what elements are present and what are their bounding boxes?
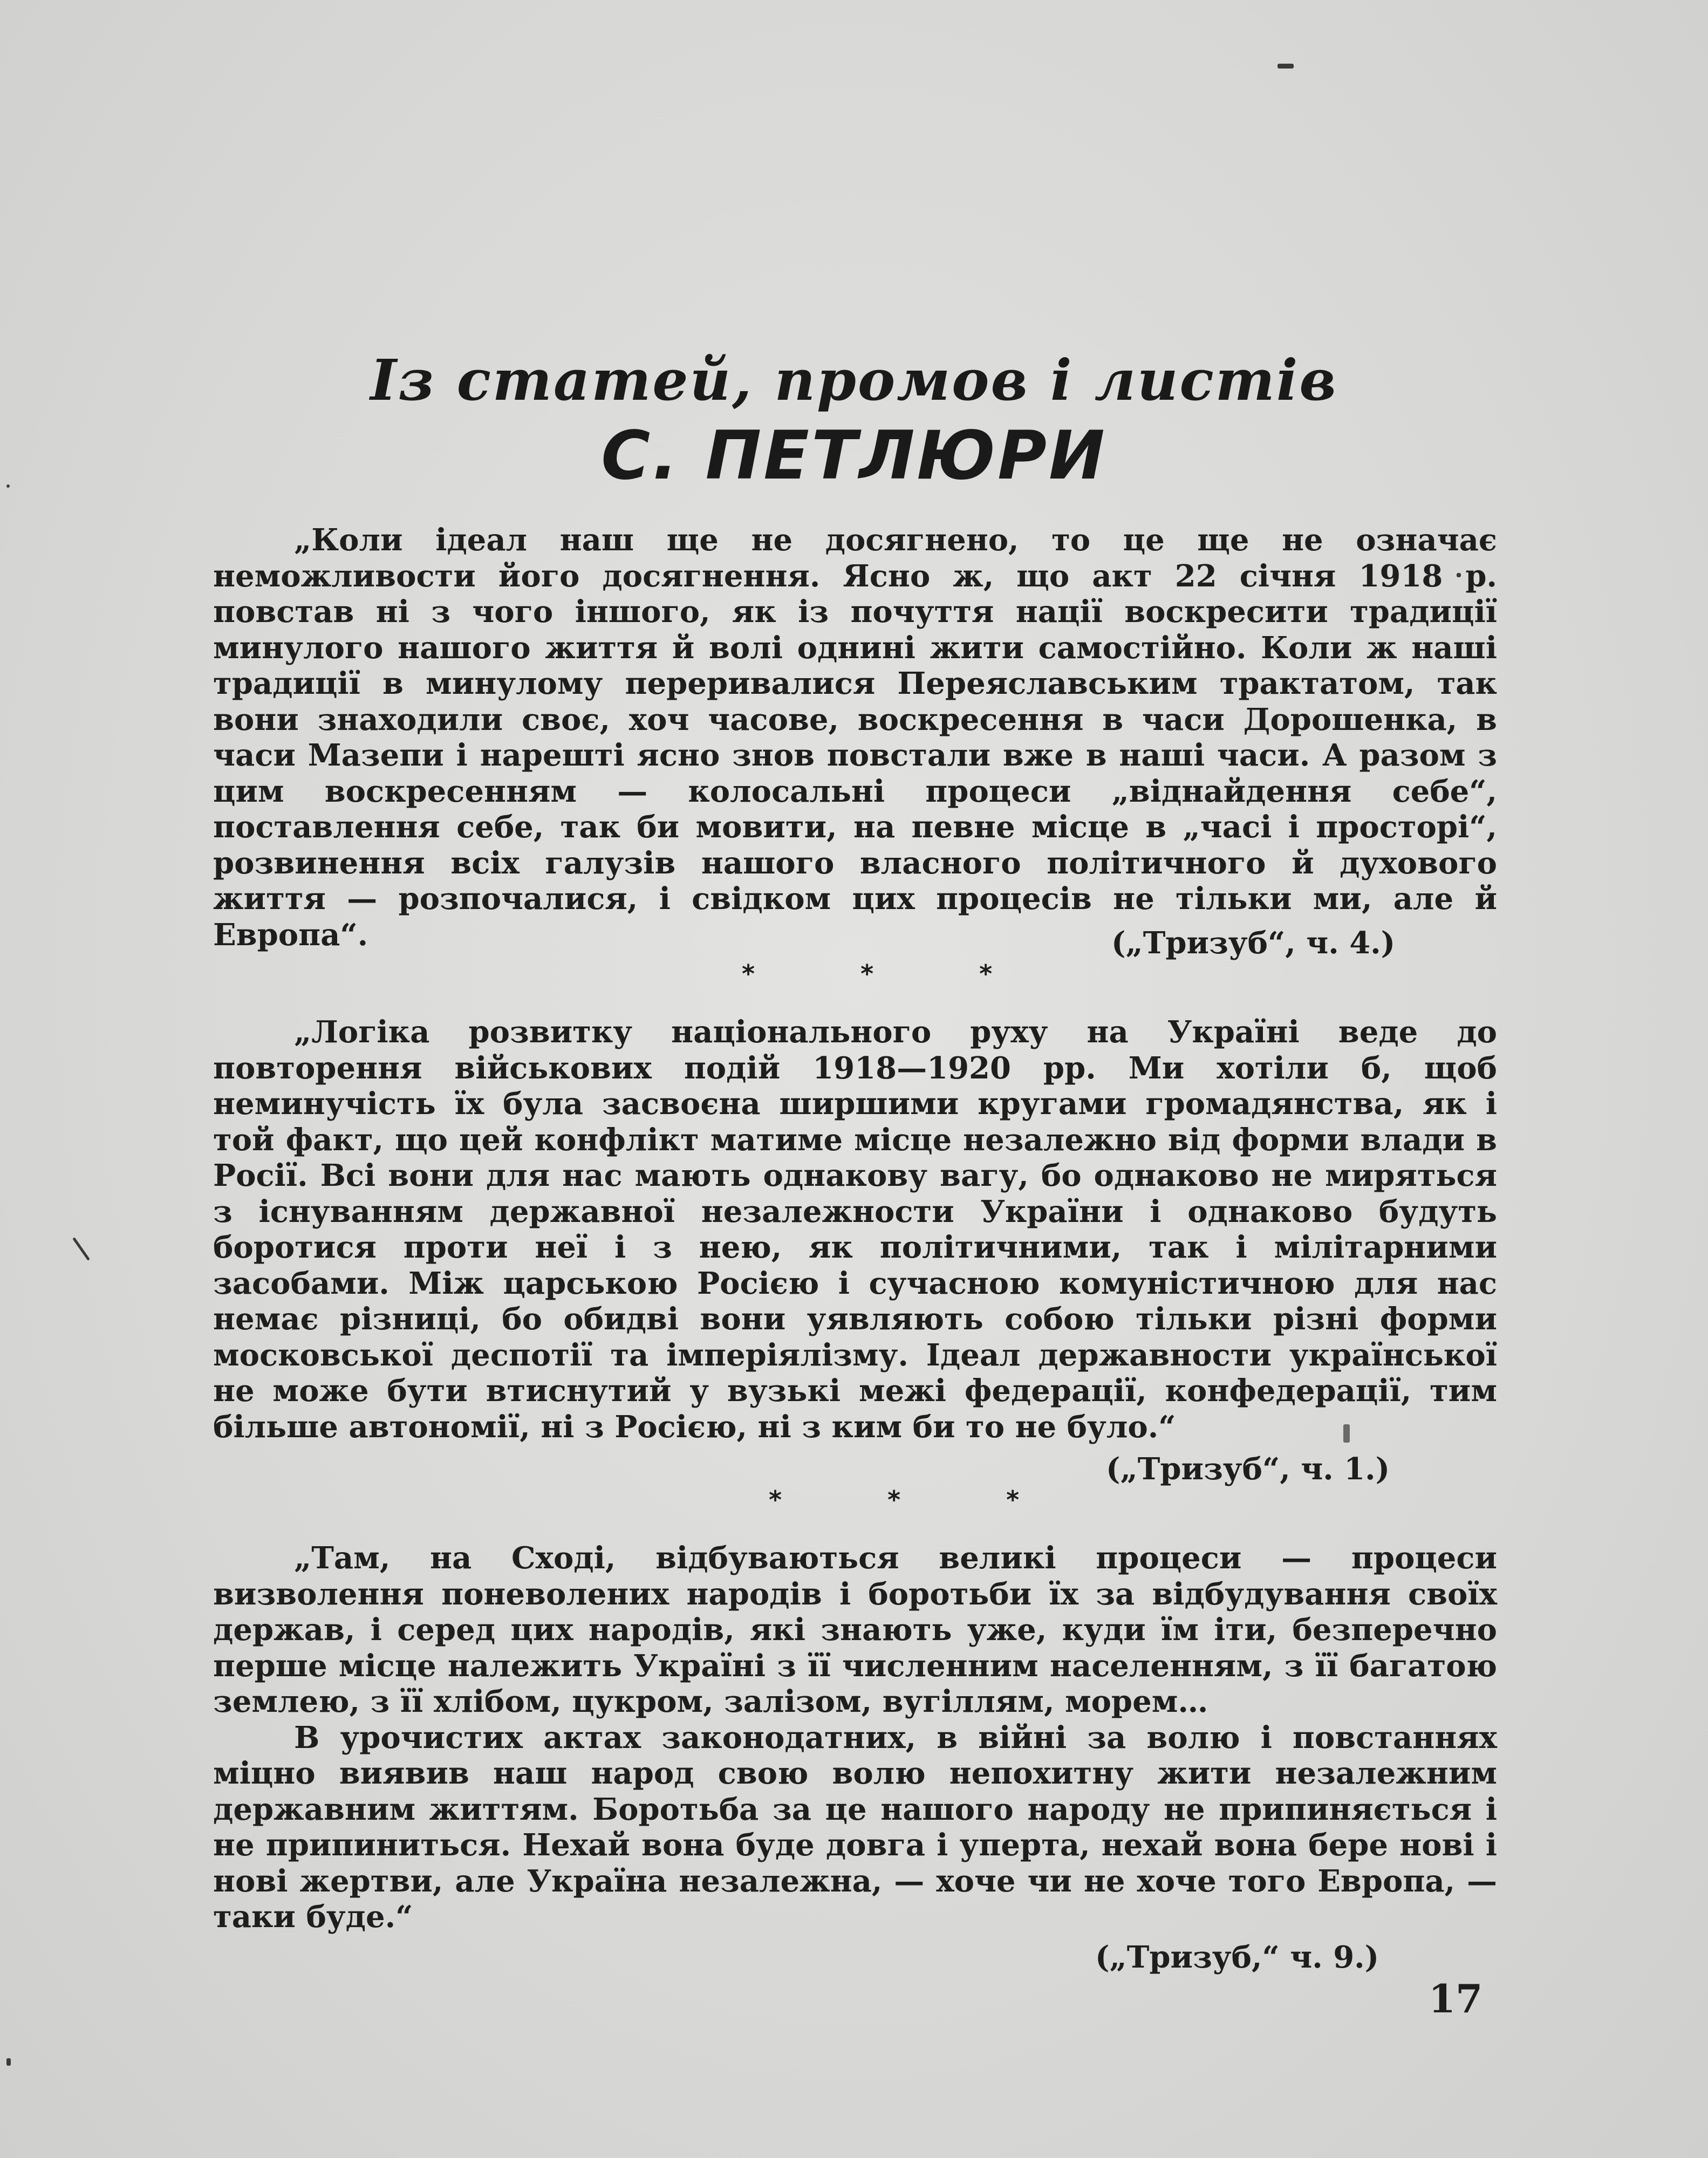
separator-2: * * *	[769, 1485, 1068, 1514]
scan-speck	[72, 1237, 90, 1261]
page-number: 17	[1429, 1976, 1483, 2022]
separator-1: * * *	[742, 959, 1041, 988]
title-block	[0, 345, 1708, 496]
quote-3-source: („Тризуб,“ ч. 9.)	[1095, 1940, 1379, 1975]
quote-3-paragraph-2: В урочистих актах законодатних, в війні за волю і повстаннях міцно виявив наш народ свою волю непохитну жити незалежним державним життям. Боротьба за це нашого народу не припиняється і не припиниться. Нехай вона буде довга і уперта, нехай вона бере нові і нові жертви, але Україна незалежна, — хоче чи не хоче того Европа, — таки буде.“	[213, 1719, 1497, 1935]
page-title: Із статей, промов і листів	[370, 347, 1338, 413]
quote-3-text	[213, 1540, 1497, 1935]
scan-speck	[1277, 64, 1294, 69]
quote-2-paragraph: „Логіка розвитку національного руху на Україні веде до повторення військових подій 1918—1920 рр. Ми хотіли б, щоб неминучість їх була засвоєна ширшими кругами громадянства, як і той факт, що цей конфлікт матиме місце незалежно від форми влади в Росії. Всі вони для нас мають однакову вагу, бо однаково не миряться з існуванням державної незалежности України і однаково будуть боротися проти неї і з нею, як політичними, так і мілітарними засобами. Між царською Росією і сучасною комуністичною для нас немає різниці, бо обидві вони уявляють собою тільки різні форми московської деспотії та імперіялізму. Ідеал державности української не може бути втиснутий у вузькі межі федерації, конфедерації, тим більше автономії, ні з Росією, ні з ким би то не було.“	[213, 1014, 1497, 1445]
quote-1-source: („Тризуб“, ч. 4.)	[1111, 925, 1396, 961]
quote-2-text	[213, 1014, 1497, 1445]
quote-1-text	[213, 522, 1497, 953]
quote-2-source: („Тризуб“, ч. 1.)	[1106, 1451, 1390, 1487]
scan-speck	[6, 2058, 11, 2066]
page-subtitle-author: С. ПЕТЛЮРИ	[601, 417, 1107, 495]
quote-3-paragraph-1: „Там, на Сході, відбуваються великі процеси — процеси визволення поневолених народів і боротьби їх за відбудування своїх держав, і серед цих народів, які знають уже, куди їм іти, безперечно перше місце належить Україні з її численним населенням, з її багатою землею, з її хлібом, цукром, залізом, вугіллям, морем…	[213, 1540, 1497, 1719]
quote-1-paragraph: „Коли ідеал наш ще не досягнено, то це ще не означає неможливости його досягнення. Ясно ж, що акт 22 січня 1918 р. повстав ні з чого іншого, як із почуття нації воскресити традиції минулого нашого життя й волі однині жити самостійно. Коли ж наші традиції в минулому переривалися Переяславським трактатом, так вони знаходили своє, хоч часове, воскресення в часи Дорошенка, в часи Мазепи і нарешті ясно знов повстали вже в наші часи. А разом з цим воскресенням — колосальні процеси „віднайдення себе“, поставлення себе, так би мовити, на певне місце в „часі і просторі“, розвинення всіх галузів нашого власного політичного й духового життя — розпочалися, і свідком цих процесів не тільки ми, але й Европа“.	[213, 522, 1497, 953]
